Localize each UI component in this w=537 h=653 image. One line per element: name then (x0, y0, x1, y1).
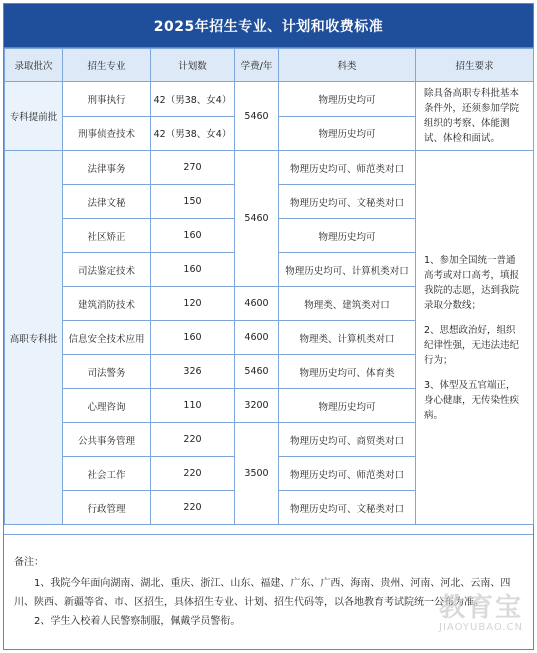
plan-cell: 42（男38、女4） (151, 82, 235, 117)
tuition-cell: 3500 (235, 423, 279, 525)
plan-cell: 270 (151, 151, 235, 185)
plan-cell: 150 (151, 185, 235, 219)
table-header-row (5, 49, 534, 82)
major-cell: 心理咨询 (63, 389, 151, 423)
plan-cell: 220 (151, 423, 235, 457)
major-cell: 刑事侦查技术 (63, 116, 151, 151)
batch-early: 专科提前批 (5, 82, 63, 151)
subject-cell: 物理类、建筑类对口 (279, 287, 416, 321)
header-subject: 科类 (279, 49, 416, 82)
major-cell: 行政管理 (63, 491, 151, 525)
tuition-cell: 3200 (235, 389, 279, 423)
subject-cell: 物理历史均可、师范类对口 (279, 457, 416, 491)
requirement-item: 1、参加全国统一普通高考或对口高考，填报我院的志愿，达到我院录取分数线； (424, 254, 520, 311)
note-item: 1、我院今年面向湖南、湖北、重庆、浙江、山东、福建、广东、广西、海南、贵州、河南、河北、云南、四川、陕西、新疆等省、市、区招生，具体招生专业、计划、招生代码等，以各地教育考试院统一公布为准。 (14, 578, 511, 608)
subject-cell: 物理历史均可、文秘类对口 (279, 185, 416, 219)
plan-cell: 160 (151, 253, 235, 287)
subject-cell: 物理历史均可、商贸类对口 (279, 423, 416, 457)
watermark-url: JIAOYUBAO.CN (439, 622, 523, 633)
subject-cell: 物理历史均可、体育类 (279, 355, 416, 389)
watermark-logo-text: 教育宝 (438, 593, 523, 623)
header-requirements: 招生要求 (416, 49, 534, 82)
note-item: 2、学生入校着人民警察制服，佩戴学员警衔。 (34, 616, 241, 627)
header-major: 招生专业 (63, 49, 151, 82)
plan-cell: 326 (151, 355, 235, 389)
subject-cell: 物理类、计算机类对口 (279, 321, 416, 355)
header-batch: 录取批次 (5, 49, 63, 82)
plan-cell: 120 (151, 287, 235, 321)
requirements-regular (416, 151, 534, 525)
subject-cell: 物理历史均可、文秘类对口 (279, 491, 416, 525)
major-cell: 社会工作 (63, 457, 151, 491)
header-plan: 计划数 (151, 49, 235, 82)
subject-cell: 物理历史均可 (279, 389, 416, 423)
major-cell: 社区矫正 (63, 219, 151, 253)
enrollment-sheet (3, 3, 534, 650)
major-cell: 建筑消防技术 (63, 287, 151, 321)
major-cell: 信息安全技术应用 (63, 321, 151, 355)
requirements-early: 除具备高职专科批基本条件外，还须参加学院组织的考察、体能测试、体检和面试。 (416, 82, 534, 151)
major-cell: 法律文秘 (63, 185, 151, 219)
major-cell: 刑事执行 (63, 82, 151, 117)
subject-cell: 物理历史均可 (279, 116, 416, 151)
plan-cell: 160 (151, 219, 235, 253)
major-cell: 公共事务管理 (63, 423, 151, 457)
plan-cell: 220 (151, 457, 235, 491)
header-tuition: 学费/年 (235, 49, 279, 82)
requirement-item: 2、思想政治好，组织纪律性强，无违法违纪行为； (424, 324, 520, 366)
plan-cell: 220 (151, 491, 235, 525)
tuition-cell: 4600 (235, 321, 279, 355)
subject-cell: 物理历史均可 (279, 219, 416, 253)
notes-title: 备注： (14, 557, 44, 568)
plan-cell: 110 (151, 389, 235, 423)
batch-regular: 高职专科批 (5, 151, 63, 525)
major-cell: 司法鉴定技术 (63, 253, 151, 287)
page-title: 2025年招生专业、计划和收费标准 (4, 4, 533, 48)
tuition-cell: 5460 (235, 82, 279, 151)
tuition-cell: 4600 (235, 287, 279, 321)
plan-cell: 42（男38、女4） (151, 116, 235, 151)
table-row (5, 82, 534, 117)
subject-cell: 物理历史均可 (279, 82, 416, 117)
requirement-item: 3、体型及五官端正，身心健康，无传染性疾病。 (424, 379, 520, 421)
tuition-cell: 5460 (235, 355, 279, 389)
major-cell: 司法警务 (63, 355, 151, 389)
table-row (5, 151, 534, 185)
tuition-cell: 5460 (235, 151, 279, 287)
enrollment-table (4, 48, 534, 525)
watermark-logo (439, 594, 523, 633)
subject-cell: 物理历史均可、师范类对口 (279, 151, 416, 185)
plan-cell: 160 (151, 321, 235, 355)
subject-cell: 物理历史均可、计算机类对口 (279, 253, 416, 287)
major-cell: 法律事务 (63, 151, 151, 185)
